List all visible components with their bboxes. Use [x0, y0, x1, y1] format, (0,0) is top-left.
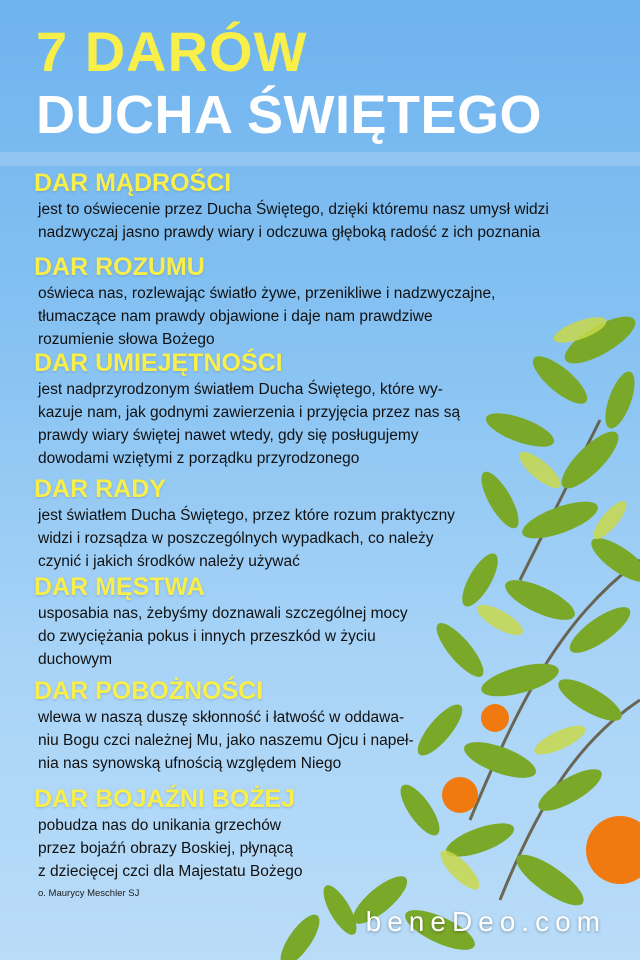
gift-3	[34, 350, 460, 470]
author-credit: o. Maurycy Meschler SJ	[38, 888, 140, 899]
gift-description-line: nia nas synowską ufnością względem Niego	[38, 755, 342, 772]
gift-name: DAR POBOŻNOŚCI	[34, 677, 264, 705]
gift-5	[34, 574, 408, 671]
gift-description-line: przez bojaźń obrazy Boskiej, płynącą	[38, 840, 294, 857]
gift-description-line: jest to oświecenie przez Ducha Świętego, dzięki któremu nasz umysł widzi	[38, 201, 549, 218]
divider-band	[0, 152, 640, 166]
gift-description	[38, 602, 408, 671]
title-line-2: DUCHA ŚWIĘTEGO	[36, 85, 542, 145]
gift-description-line: nadzwyczaj jasno prawdy wiary i odczuwa głęboką radość z ich poznania	[38, 224, 541, 241]
gift-name: DAR RADY	[34, 475, 166, 503]
gift-description	[38, 814, 303, 883]
gift-description-line: do zwyciężania pokus i innych przeszkód w życiu	[38, 628, 376, 645]
gift-description-line: usposabia nas, żebyśmy doznawali szczególnej mocy	[38, 605, 408, 622]
gift-description-line: oświeca nas, rozlewając światło żywe, przenikliwe i nadzwyczajne,	[38, 285, 496, 302]
brand-logo: beneDeo.com	[365, 906, 606, 937]
gift-description-line: duchowym	[38, 651, 113, 668]
gift-description-line: widzi i rozsądza w poszczególnych wypadkach, co należy	[38, 530, 434, 547]
gift-6	[34, 678, 414, 775]
gift-name: DAR MĄDROŚCI	[34, 169, 232, 197]
gift-description-line: niu Bogu czci należnej Mu, jako naszemu Ojcu i napeł-	[38, 732, 414, 749]
gift-2	[34, 254, 495, 351]
gift-description-line: z dziecięcej czci dla Majestatu Bożego	[38, 863, 303, 880]
gift-description-line: rozumienie słowa Bożego	[38, 331, 215, 348]
gift-description	[38, 282, 495, 351]
gift-description-line: tłumaczące nam prawdy objawione i daje nam prawdziwe	[38, 308, 433, 325]
gift-description-line: wlewa w naszą duszę skłonność i łatwość w oddawa-	[38, 709, 405, 726]
gift-description	[38, 706, 414, 775]
gift-name: DAR BOJAŹNI BOŻEJ	[34, 785, 296, 813]
gift-name: DAR MĘSTWA	[34, 573, 205, 601]
gift-description-line: jest nadprzyrodzonym światłem Ducha Świętego, które wy-	[38, 381, 443, 398]
gift-description-line: dowodami wziętymi z porządku przyrodzonego	[38, 450, 360, 467]
gift-description	[38, 504, 455, 573]
gift-description	[38, 198, 549, 244]
gift-description-line: czynić i jakich środków należy używać	[38, 553, 300, 570]
page-title	[36, 20, 542, 145]
gift-description-line: kazuje nam, jak godnymi zawierzenia i przyjęcia przez nas są	[38, 404, 461, 421]
gift-1	[34, 170, 549, 244]
gift-description-line: prawdy wiary świętej nawet wtedy, gdy się posługujemy	[38, 427, 419, 444]
gift-7	[34, 786, 303, 883]
oranges	[442, 704, 640, 884]
gift-description-line: pobudza nas do unikania grzechów	[38, 817, 282, 834]
title-line-1: 7 DARÓW	[36, 20, 308, 83]
gift-description-line: jest światłem Ducha Świętego, przez które rozum praktyczny	[38, 507, 455, 524]
gift-description	[38, 378, 460, 470]
gift-4	[34, 476, 455, 573]
gift-name: DAR ROZUMU	[34, 253, 205, 281]
gift-name: DAR UMIEJĘTNOŚCI	[34, 349, 283, 377]
